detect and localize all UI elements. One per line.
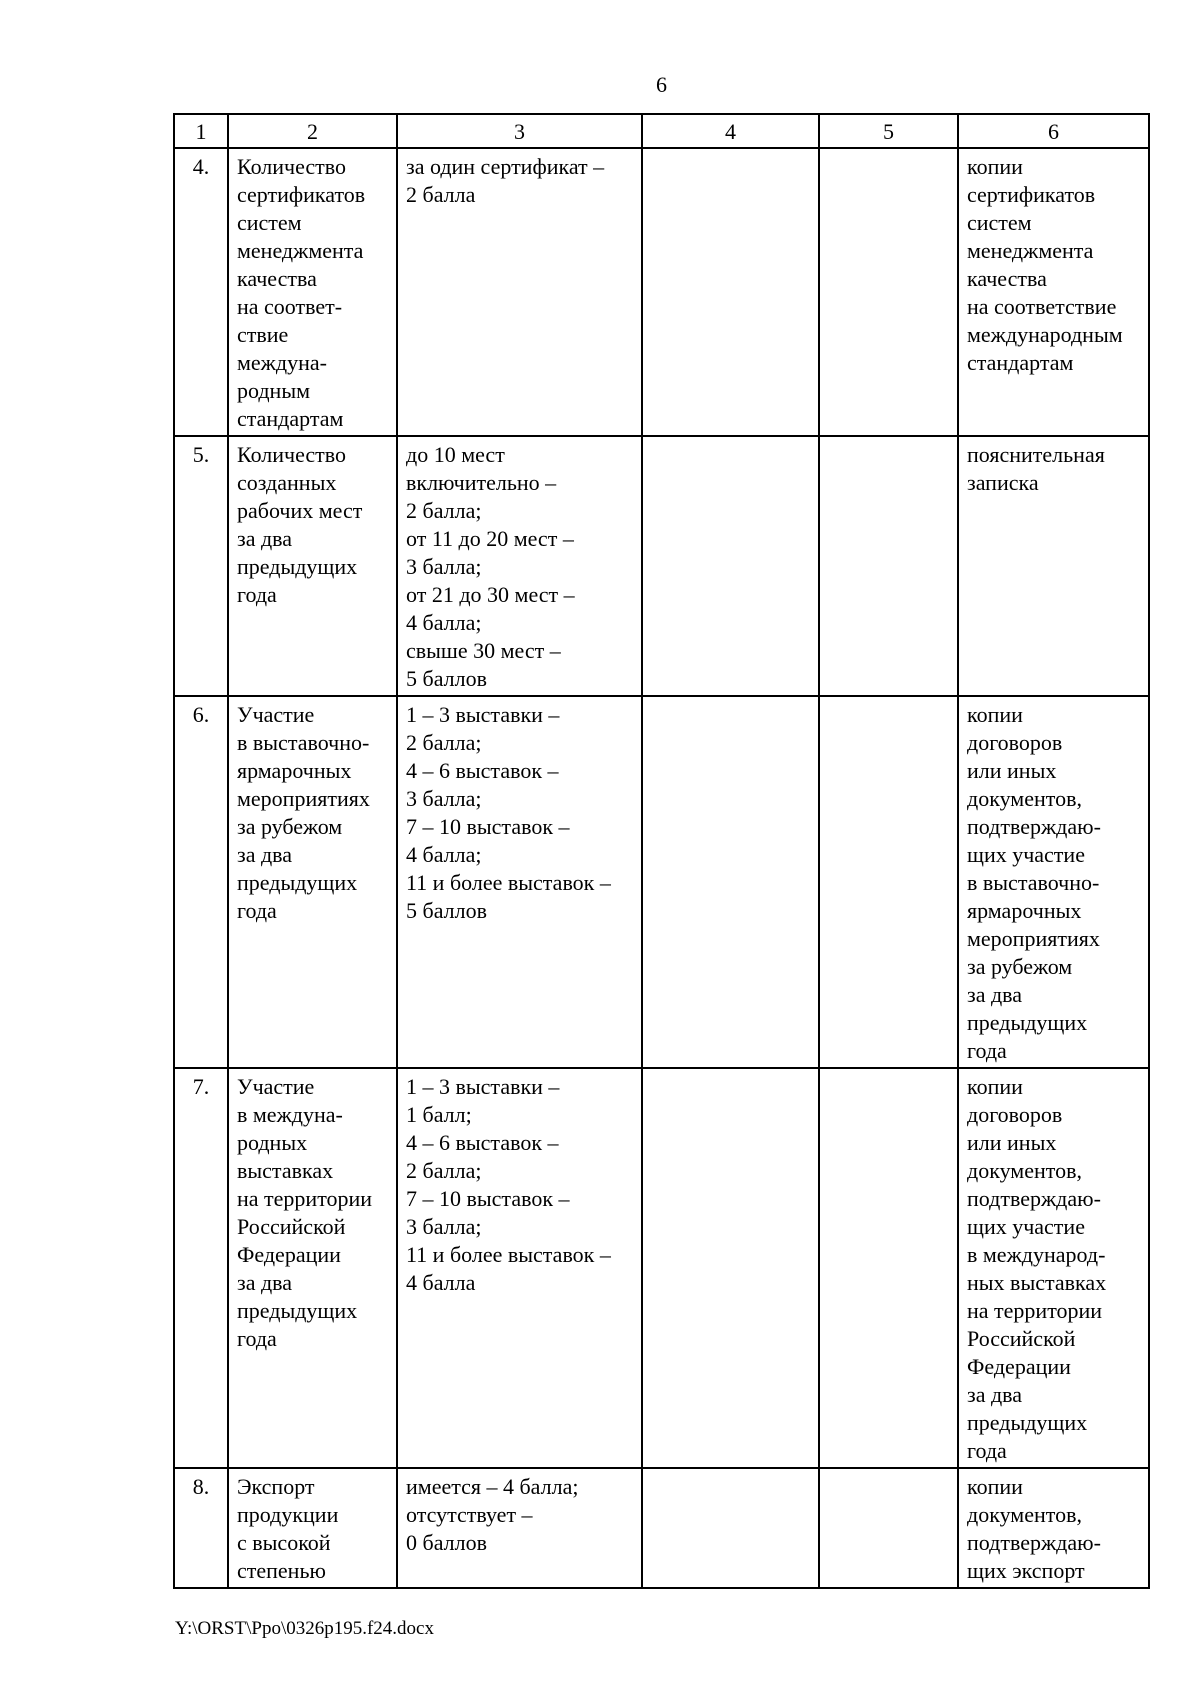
scoring-cell-line: 4 – 6 выставок –: [406, 1130, 559, 1155]
scoring-cell-line: 2 балла;: [406, 1158, 482, 1183]
header-cell: 1: [174, 114, 228, 148]
scoring-cell-line: включительно –: [406, 470, 557, 495]
documents-cell-line: копии: [967, 154, 1023, 179]
column-5-cell: [819, 436, 958, 696]
documents-cell-line: на соответствие: [967, 294, 1117, 319]
column-5-cell: [819, 1468, 958, 1588]
documents-cell-line: за два: [967, 982, 1023, 1007]
scoring-cell-line: за один сертификат –: [406, 154, 605, 179]
criterion-cell: [228, 696, 397, 1068]
column-4-cell: [642, 436, 819, 696]
criterion-cell-line: созданных: [237, 470, 337, 495]
scoring-cell-line: 0 баллов: [406, 1530, 487, 1555]
criterion-cell-line: Российской: [237, 1214, 346, 1239]
criterion-cell-line: Участие: [237, 1074, 315, 1099]
header-cell: 4: [642, 114, 819, 148]
documents-cell-line: договоров: [967, 730, 1063, 755]
scoring-cell: [397, 436, 642, 696]
row-number-cell: 7.: [174, 1068, 228, 1468]
documents-cell-line: или иных: [967, 758, 1057, 783]
documents-cell: [958, 1068, 1149, 1468]
criteria-table: [173, 113, 1150, 1589]
header-cell: 6: [958, 114, 1149, 148]
documents-cell-line: договоров: [967, 1102, 1063, 1127]
scoring-cell-line: 2 балла;: [406, 498, 482, 523]
column-4-cell: [642, 1468, 819, 1588]
scoring-cell-line: 1 – 3 выставки –: [406, 1074, 560, 1099]
table-row: [174, 436, 1149, 696]
documents-cell-line: менеджмента: [967, 238, 1094, 263]
scoring-cell-line: 4 балла;: [406, 610, 482, 635]
documents-cell-line: записка: [967, 470, 1039, 495]
criterion-cell-line: за два: [237, 1270, 293, 1295]
documents-cell-line: копии: [967, 1074, 1023, 1099]
criterion-cell-line: Количество: [237, 442, 347, 467]
scoring-cell-line: 5 баллов: [406, 898, 487, 923]
header-cell: 5: [819, 114, 958, 148]
row-number-cell: 8.: [174, 1468, 228, 1588]
row-number-cell: 5.: [174, 436, 228, 696]
documents-cell-line: за два: [967, 1382, 1023, 1407]
documents-cell-line: Российской: [967, 1326, 1076, 1351]
criterion-cell-line: систем: [237, 210, 302, 235]
documents-cell-line: года: [967, 1038, 1007, 1063]
criterion-cell-line: ствие: [237, 322, 289, 347]
scoring-cell-line: 1 – 3 выставки –: [406, 702, 560, 727]
documents-cell-line: международным: [967, 322, 1123, 347]
documents-cell-line: щих участие: [967, 842, 1085, 867]
criterion-cell-line: междуна-: [237, 350, 327, 375]
criterion-cell: [228, 148, 397, 436]
criterion-cell-line: года: [237, 898, 277, 923]
criterion-cell-line: мероприятиях: [237, 786, 370, 811]
documents-cell-line: стандартам: [967, 350, 1074, 375]
file-path-footer: Y:\ORST\Ppo\0326p195.f24.docx: [175, 1618, 434, 1639]
table-row: [174, 148, 1149, 436]
criterion-cell-line: года: [237, 582, 277, 607]
criterion-cell-line: выставках: [237, 1158, 334, 1183]
criterion-cell-line: предыдущих: [237, 1298, 358, 1323]
documents-cell-line: мероприятиях: [967, 926, 1100, 951]
criterion-cell-line: Федерации: [237, 1242, 341, 1267]
scoring-cell: [397, 148, 642, 436]
scoring-cell-line: 2 балла;: [406, 730, 482, 755]
documents-cell-line: Федерации: [967, 1354, 1071, 1379]
documents-cell-line: документов,: [967, 786, 1082, 811]
scoring-cell-line: 4 – 6 выставок –: [406, 758, 559, 783]
criterion-cell-line: Количество: [237, 154, 347, 179]
documents-cell-line: в международ-: [967, 1242, 1106, 1267]
documents-cell-line: года: [967, 1438, 1007, 1463]
documents-cell: [958, 1468, 1149, 1588]
scoring-cell-line: 11 и более выставок –: [406, 870, 611, 895]
scoring-cell-line: до 10 мест: [406, 442, 505, 467]
scoring-cell: [397, 1468, 642, 1588]
documents-cell-line: на территории: [967, 1298, 1103, 1323]
documents-cell-line: подтверждаю-: [967, 814, 1101, 839]
scoring-cell-line: 3 балла;: [406, 786, 482, 811]
criterion-cell-line: предыдущих: [237, 870, 358, 895]
documents-cell-line: сертификатов: [967, 182, 1096, 207]
scoring-cell: [397, 696, 642, 1068]
documents-cell-line: подтверждаю-: [967, 1186, 1101, 1211]
criterion-cell: [228, 436, 397, 696]
header-cell: 3: [397, 114, 642, 148]
documents-cell-line: в выставочно-: [967, 870, 1100, 895]
scoring-cell-line: 3 балла;: [406, 554, 482, 579]
documents-cell: [958, 696, 1149, 1068]
documents-cell-line: документов,: [967, 1158, 1082, 1183]
scoring-cell-line: 4 балла;: [406, 842, 482, 867]
column-5-cell: [819, 696, 958, 1068]
documents-cell-line: за рубежом: [967, 954, 1073, 979]
criterion-cell-line: качества: [237, 266, 317, 291]
row-number-cell: 4.: [174, 148, 228, 436]
criterion-cell-line: Участие: [237, 702, 315, 727]
criterion-cell-line: стандартам: [237, 406, 344, 431]
scoring-cell-line: 3 балла;: [406, 1214, 482, 1239]
criterion-cell-line: в выставочно-: [237, 730, 370, 755]
scoring-cell-line: 2 балла: [406, 182, 476, 207]
documents-cell-line: щих экспорт: [967, 1558, 1085, 1583]
column-4-cell: [642, 696, 819, 1068]
documents-cell-line: предыдущих: [967, 1010, 1088, 1035]
documents-cell-line: качества: [967, 266, 1047, 291]
column-4-cell: [642, 148, 819, 436]
criterion-cell-line: на соответ-: [237, 294, 343, 319]
table-row: [174, 1468, 1149, 1588]
scoring-cell-line: 1 балл;: [406, 1102, 472, 1127]
criterion-cell-line: продукции: [237, 1502, 339, 1527]
criterion-cell-line: за два: [237, 526, 293, 551]
criterion-cell-line: родным: [237, 378, 311, 403]
criterion-cell-line: на территории: [237, 1186, 373, 1211]
criterion-cell: [228, 1068, 397, 1468]
criterion-cell-line: с высокой: [237, 1530, 331, 1555]
table-row: [174, 696, 1149, 1068]
criterion-cell-line: года: [237, 1326, 277, 1351]
documents-cell-line: или иных: [967, 1130, 1057, 1155]
scoring-cell-line: свыше 30 мест –: [406, 638, 561, 663]
criterion-cell-line: в междуна-: [237, 1102, 343, 1127]
documents-cell-line: ярмарочных: [967, 898, 1082, 923]
documents-cell-line: подтверждаю-: [967, 1530, 1101, 1555]
documents-cell-line: копии: [967, 1474, 1023, 1499]
table-row: [174, 1068, 1149, 1468]
documents-cell-line: пояснительная: [967, 442, 1105, 467]
documents-cell-line: предыдущих: [967, 1410, 1088, 1435]
scoring-cell-line: имеется – 4 балла;: [406, 1474, 579, 1499]
scoring-cell-line: 7 – 10 выставок –: [406, 814, 570, 839]
documents-cell: [958, 148, 1149, 436]
column-4-cell: [642, 1068, 819, 1468]
scoring-cell-line: отсутствует –: [406, 1502, 533, 1527]
scoring-cell-line: от 21 до 30 мест –: [406, 582, 575, 607]
page-number: 6: [656, 72, 667, 97]
documents-cell-line: копии: [967, 702, 1023, 727]
criterion-cell-line: сертификатов: [237, 182, 366, 207]
documents-cell-line: ных выставках: [967, 1270, 1107, 1295]
criterion-cell-line: ярмарочных: [237, 758, 352, 783]
documents-cell-line: щих участие: [967, 1214, 1085, 1239]
scoring-cell-line: 5 баллов: [406, 666, 487, 691]
criterion-cell-line: за рубежом: [237, 814, 343, 839]
header-cell: 2: [228, 114, 397, 148]
criterion-cell-line: рабочих мест: [237, 498, 363, 523]
documents-cell: [958, 436, 1149, 696]
criterion-cell-line: степенью: [237, 1558, 326, 1583]
scoring-cell-line: 7 – 10 выставок –: [406, 1186, 570, 1211]
criterion-cell: [228, 1468, 397, 1588]
scoring-cell-line: от 11 до 20 мест –: [406, 526, 574, 551]
criterion-cell-line: Экспорт: [237, 1474, 315, 1499]
criterion-cell-line: за два: [237, 842, 293, 867]
table-header-row: [174, 114, 1149, 148]
row-number-cell: 6.: [174, 696, 228, 1068]
criterion-cell-line: менеджмента: [237, 238, 364, 263]
criterion-cell-line: предыдущих: [237, 554, 358, 579]
scoring-cell: [397, 1068, 642, 1468]
scoring-cell-line: 4 балла: [406, 1270, 476, 1295]
documents-cell-line: документов,: [967, 1502, 1082, 1527]
documents-cell-line: систем: [967, 210, 1032, 235]
criterion-cell-line: родных: [237, 1130, 308, 1155]
scoring-cell-line: 11 и более выставок –: [406, 1242, 611, 1267]
column-5-cell: [819, 1068, 958, 1468]
column-5-cell: [819, 148, 958, 436]
